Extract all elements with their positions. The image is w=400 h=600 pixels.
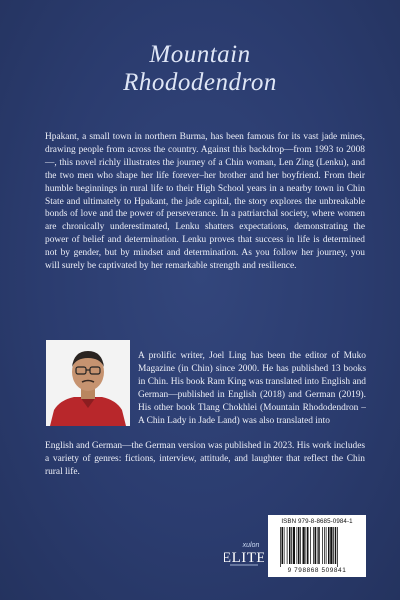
- title-line-2: Rhododendron: [123, 69, 277, 97]
- barcode-bar: [328, 527, 330, 564]
- barcode-bar: [318, 527, 320, 564]
- barcode-bar: [289, 527, 291, 564]
- barcode-bar: [317, 527, 318, 564]
- author-bio-beside-photo: A prolific writer, Joel Ling has been the editor of Muko Magazine (in Chin) since 2000. He has published 13 books in Chin. His book Ram King was translated into English and German—published in English (2018) and German (2019). His other book Tlang Chokhlei (Mountain Rhododendron – A Chin Lady in Jade Land) was also translated into: [138, 351, 366, 426]
- author-bio-below-photo: English and German—the German version was published in 2023. His work includes a variety of genres: fictions, interview, attitude, and laughter that reflect the Chin rural life.: [45, 441, 365, 478]
- barcode-bar: [337, 527, 338, 567]
- barcode-bar: [310, 527, 311, 564]
- barcode-bar: [282, 527, 284, 564]
- isbn-barcode: [268, 515, 366, 577]
- book-title: [0, 41, 400, 97]
- barcode-bar: [303, 527, 305, 564]
- barcode-bar: [313, 527, 314, 564]
- book-blurb: Hpakant, a small town in northern Burma, has been famous for its vast jade mines, drawing people from across the country. Against this backdrop—from 1993 to 2008—, this novel richly illustrates the journey of a Chin woman, Len Zing (Lenku), and the two men who shape her life forever–her brother and her boyfriend. From their humble beginnings in rural life to their High School years in a nearby town in Chin State and ultimately to Hpakant, the jade capital, the story explores the unbreakable bonds of love and the power of perseverance. In a patriarchal society, where women are chronically underestimated, Lenku shatters expectations, demonstrating the power of belief and determination. Lenku proves that success in life is determined not by gender, but by mindset and determination. As you follow her journey, you will surely be captivated by her remarkable strength and resilience.: [45, 132, 365, 271]
- barcode-bar: [307, 527, 309, 564]
- barcode-digits: 9 798868 509841: [287, 567, 347, 574]
- barcode-bar: [333, 527, 334, 564]
- isbn-label: ISBN 979-8-8685-0984-1: [281, 518, 353, 525]
- barcode-bar: [297, 527, 298, 564]
- title-line-1: Mountain: [149, 41, 251, 69]
- barcode-bar: [326, 527, 327, 564]
- logo-text-main: ELITE: [224, 550, 264, 566]
- barcode-bar: [330, 527, 332, 564]
- xulon-elite-logo: [224, 537, 264, 569]
- barcode-bar: [324, 527, 325, 564]
- barcode-bars: [280, 527, 356, 567]
- barcode-bar: [322, 527, 323, 564]
- barcode-bar: [291, 527, 292, 564]
- barcode-bar: [300, 527, 301, 564]
- barcode-bar: [335, 527, 337, 564]
- barcode-bar: [287, 527, 288, 564]
- barcode-bar: [306, 527, 307, 564]
- barcode-bar: [280, 527, 281, 567]
- author-photo: [46, 340, 130, 426]
- logo-text-top: xulon: [242, 542, 260, 549]
- barcode-bar: [293, 527, 295, 564]
- barcode-bar: [298, 527, 300, 564]
- barcode-bar: [284, 527, 285, 564]
- barcode-bar: [315, 527, 317, 564]
